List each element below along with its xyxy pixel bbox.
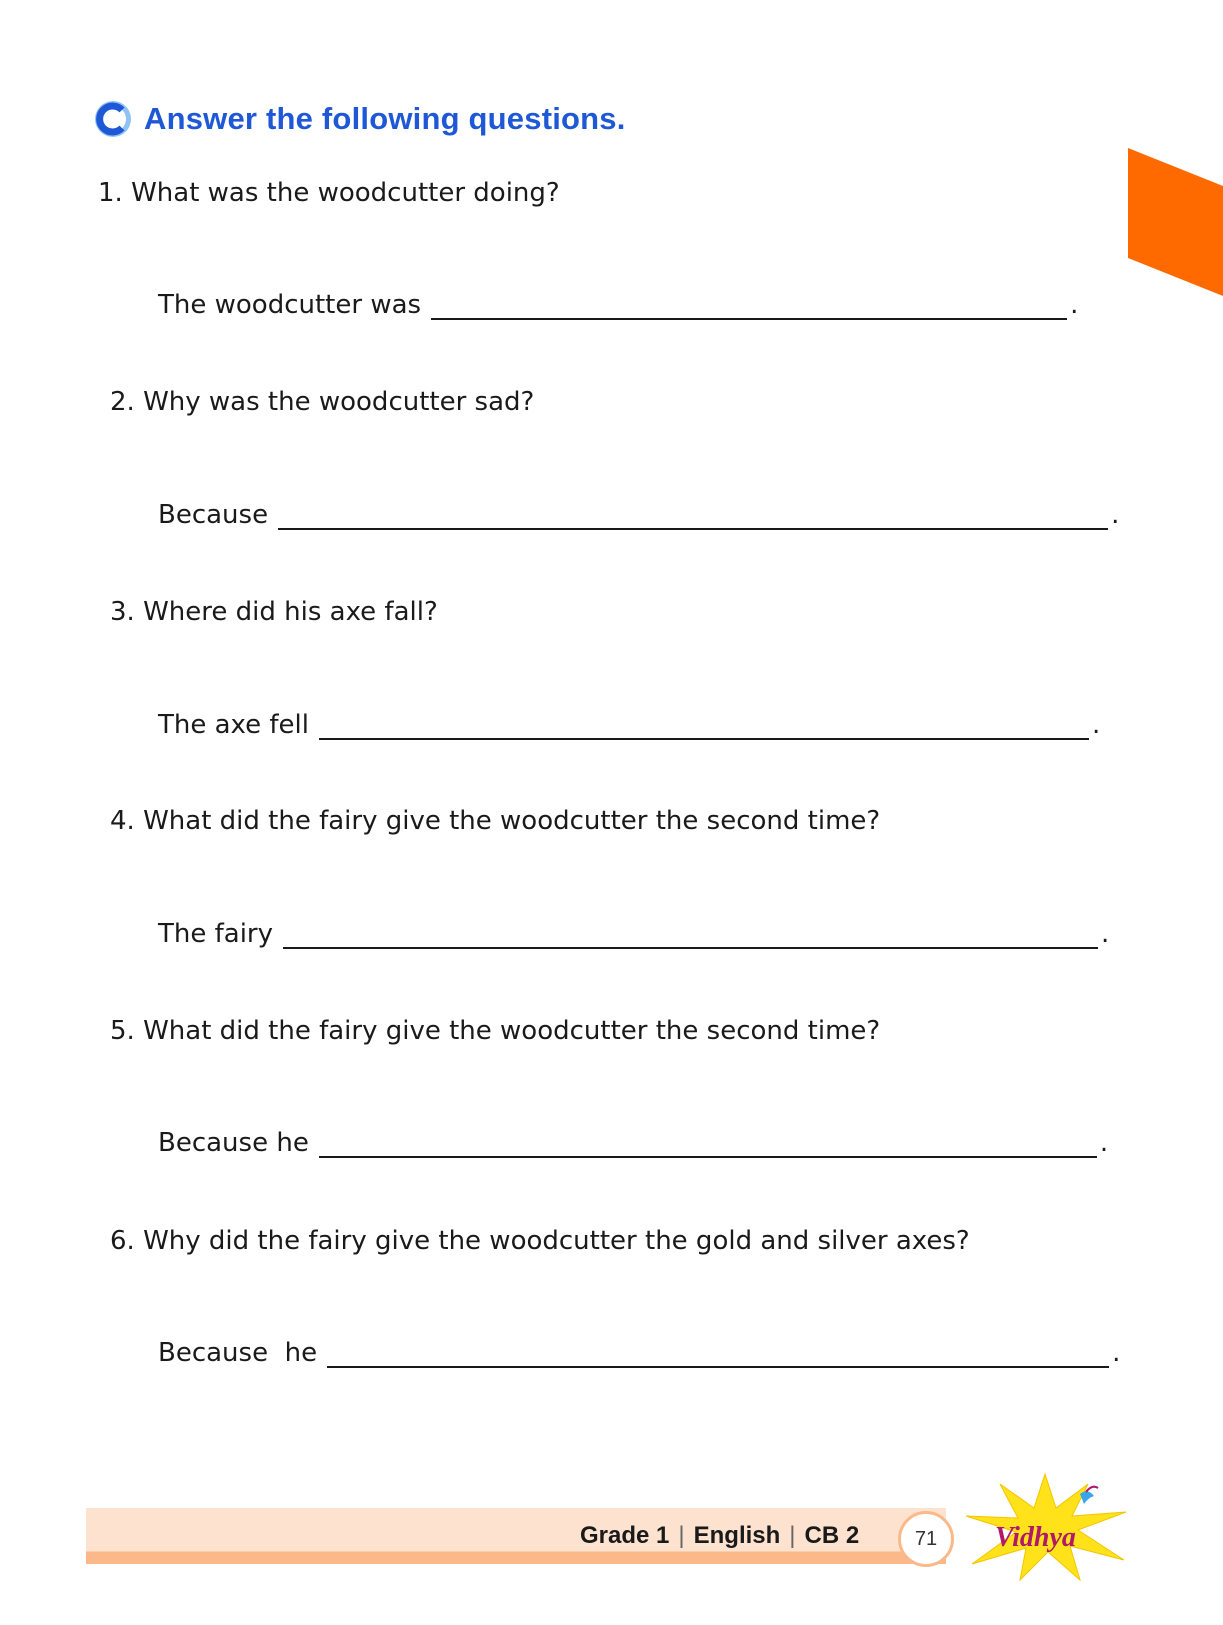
section-c-icon xyxy=(92,98,134,140)
answer-blank[interactable] xyxy=(319,1128,1097,1158)
answer-prefix: Because he xyxy=(158,1338,318,1368)
answer-line-6[interactable] xyxy=(158,1338,1120,1368)
question-number: 5. xyxy=(110,1016,135,1046)
page-number: 71 xyxy=(898,1511,954,1567)
question-text: What did the fairy give the woodcutter the second time? xyxy=(143,806,881,836)
question-number: 3. xyxy=(110,597,135,627)
footer-info xyxy=(580,1522,859,1550)
question-2 xyxy=(110,387,534,417)
question-6 xyxy=(110,1226,970,1256)
question-number: 4. xyxy=(110,806,135,836)
footer-separator: | xyxy=(789,1522,796,1549)
answer-line-4[interactable] xyxy=(158,919,1109,949)
question-text: Why did the fairy give the woodcutter the gold and silver axes? xyxy=(143,1226,970,1256)
answer-period: . xyxy=(1099,1128,1109,1158)
answer-period: . xyxy=(1112,1338,1121,1368)
answer-period: . xyxy=(1101,919,1110,949)
answer-prefix: Because xyxy=(158,500,269,530)
question-text: What was the woodcutter doing? xyxy=(131,178,560,208)
question-3 xyxy=(110,597,438,627)
answer-line-3[interactable] xyxy=(158,710,1100,740)
answer-blank[interactable] xyxy=(319,710,1089,740)
question-5 xyxy=(110,1016,880,1046)
answer-line-1[interactable] xyxy=(158,290,1078,320)
answer-period: . xyxy=(1111,500,1120,530)
answer-blank[interactable] xyxy=(431,290,1067,320)
answer-line-5[interactable] xyxy=(158,1128,1108,1158)
answer-prefix: Because he xyxy=(158,1128,309,1158)
answer-line-2[interactable] xyxy=(158,500,1119,530)
footer-book: CB 2 xyxy=(804,1522,860,1549)
answer-blank[interactable] xyxy=(278,500,1108,530)
vidhya-logo-text: Vidhya xyxy=(995,1522,1076,1553)
answer-blank[interactable] xyxy=(327,1338,1109,1368)
section-title: Answer the following questions. xyxy=(144,101,626,136)
footer-grade: Grade 1 xyxy=(580,1522,670,1549)
footer-separator: | xyxy=(678,1522,685,1549)
section-heading xyxy=(92,98,626,140)
question-4 xyxy=(110,806,880,836)
question-number: 1. xyxy=(98,178,123,208)
answer-blank[interactable] xyxy=(283,919,1098,949)
answer-period: . xyxy=(1070,290,1079,320)
question-text: Why was the woodcutter sad? xyxy=(143,387,535,417)
question-number: 2. xyxy=(110,387,135,417)
answer-prefix: The woodcutter was xyxy=(158,290,422,320)
chapter-tab xyxy=(1128,148,1223,296)
footer-subject: English xyxy=(693,1522,781,1549)
question-text: What did the fairy give the woodcutter the second time? xyxy=(143,1016,881,1046)
question-text: Where did his axe fall? xyxy=(143,597,438,627)
question-number: 6. xyxy=(110,1226,135,1256)
answer-period: . xyxy=(1092,710,1101,740)
question-1 xyxy=(98,178,560,208)
answer-prefix: The fairy xyxy=(158,919,274,949)
answer-prefix: The axe fell xyxy=(158,710,309,740)
